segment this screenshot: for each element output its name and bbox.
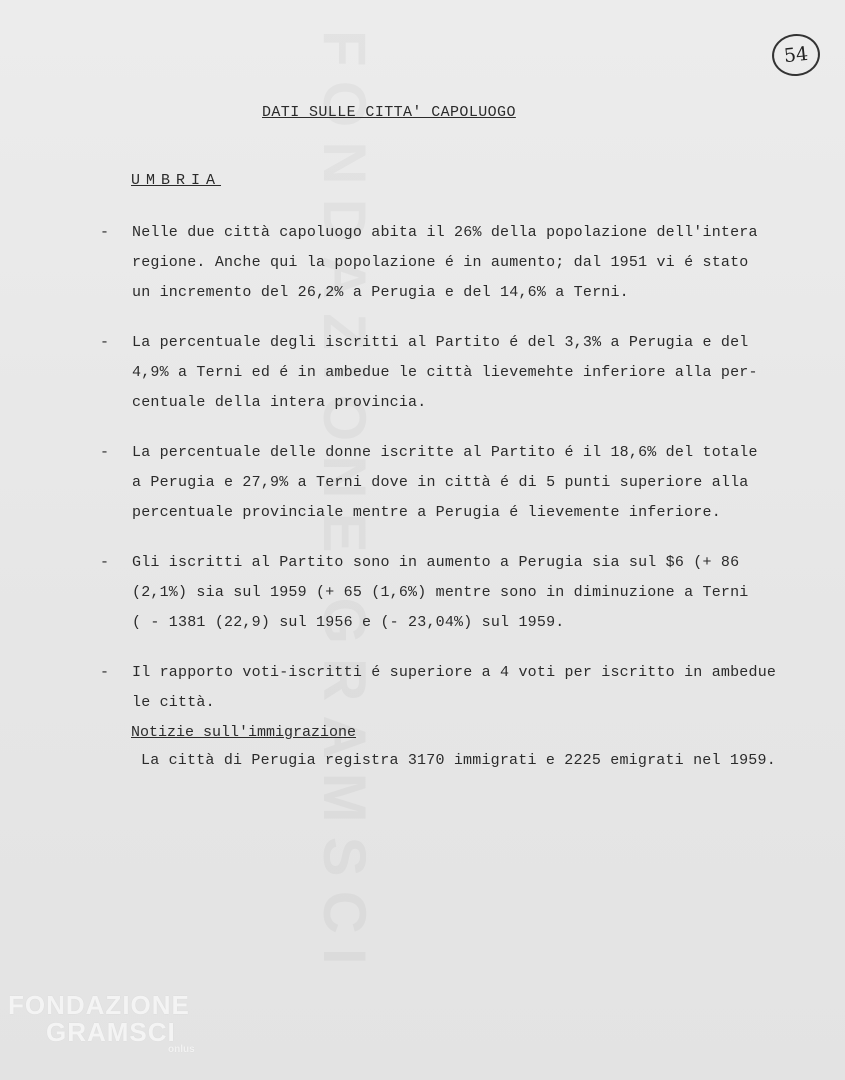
bullet-text: Il rapporto voti-iscritti é superiore a 4 voti per iscritto in ambedue le città.: [132, 664, 777, 711]
bullet-item: [100, 218, 840, 308]
bullet-dash: -: [100, 664, 110, 681]
bullet-item: [100, 328, 840, 418]
bullet-dash: -: [100, 554, 110, 571]
bullet-text: Nelle due città capoluogo abita il 26% della popolazione dell'intera regione. Anche qui la popolazione é in aumento; dal 1951 vi é stato un incremento del 26,2% a Perugia e del 14,6% a Terni.: [132, 224, 758, 301]
bullet-dash: -: [100, 444, 110, 461]
bullet-list: [100, 218, 840, 738]
immigration-text: La città di Perugia registra 3170 immigrati e 2225 emigrati nel 1959.: [141, 752, 776, 769]
bullet-dash: -: [100, 334, 110, 351]
section-title: UMBRIA: [131, 172, 222, 189]
page-number-text: 54: [782, 42, 810, 68]
logo-line1: FONDAZIONE: [8, 990, 190, 1020]
bullet-item: [100, 438, 840, 528]
immigration-title: Notizie sull'immigrazione: [131, 724, 357, 741]
foundation-logo: [8, 990, 195, 1055]
bullet-dash: -: [100, 224, 110, 241]
logo-line3: onlus: [168, 1044, 195, 1055]
bullet-text: La percentuale degli iscritti al Partito é del 3,3% a Perugia e del 4,9% a Terni ed é in ambedue le città lievemehte inferiore alla per- centuale della intera provincia.: [132, 334, 758, 411]
bullet-text: Gli iscritti al Partito sono in aumento a Perugia sia sul $6 (+ 86 (2,1%) sia sul 1959 (+ 65 (1,6%) mentre sono in diminuzione a Terni ( - 1381 (22,9) sul 1956 e (- 23,04%) sul 1959.: [132, 554, 749, 631]
bullet-item: [100, 548, 840, 638]
logo-line2: GRAMSCI: [46, 1017, 176, 1047]
document-title: DATI SULLE CITTA' CAPOLUOGO: [262, 104, 516, 121]
bullet-text: La percentuale delle donne iscritte al Partito é il 18,6% del totale a Perugia e 27,9% a Terni dove in città é di 5 punti superiore alla percentuale provinciale mentre a Perugia é lievemente inferiore.: [132, 444, 758, 521]
page-number: [770, 32, 822, 79]
bullet-item: [100, 658, 840, 718]
